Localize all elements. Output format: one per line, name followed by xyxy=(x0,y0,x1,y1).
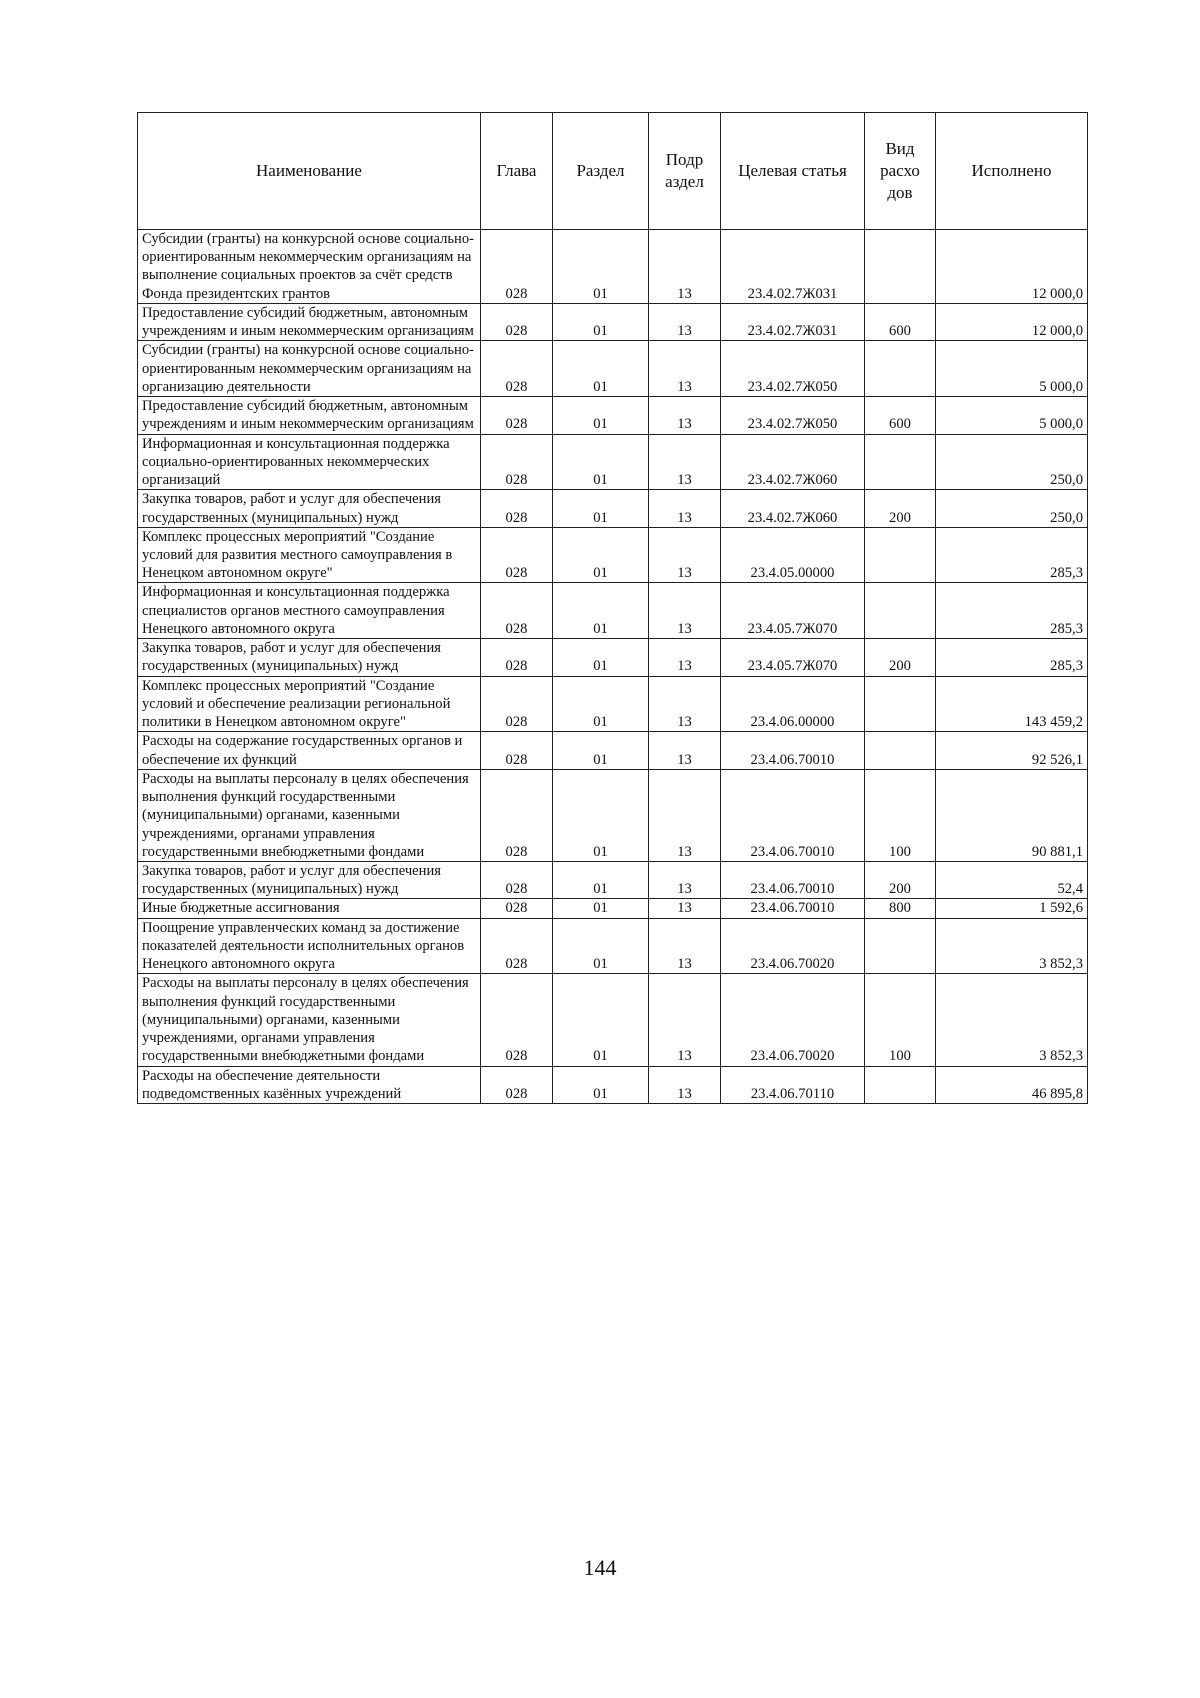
executed-cell: 250,0 xyxy=(936,434,1088,490)
chapter-cell: 028 xyxy=(481,732,553,769)
name-cell: Предоставление субсидий бюджетным, автономным учреждениям и иным некоммерческим организациям xyxy=(138,397,481,434)
section-cell: 01 xyxy=(553,527,649,583)
executed-cell: 12 000,0 xyxy=(936,303,1088,340)
table-row xyxy=(138,639,1088,676)
target-item-cell: 23.4.02.7Ж050 xyxy=(721,397,865,434)
expense-type-cell xyxy=(865,918,936,974)
executed-cell: 3 852,3 xyxy=(936,918,1088,974)
expense-type-cell: 100 xyxy=(865,769,936,861)
executed-cell: 5 000,0 xyxy=(936,397,1088,434)
subsection-cell: 13 xyxy=(649,861,721,898)
table-row xyxy=(138,397,1088,434)
chapter-cell: 028 xyxy=(481,490,553,527)
name-cell: Комплекс процессных мероприятий "Создание условий и обеспечение реализации региональной политики в Ненецком автономном округе" xyxy=(138,676,481,732)
target-item-cell: 23.4.06.70010 xyxy=(721,861,865,898)
subsection-cell: 13 xyxy=(649,490,721,527)
name-cell: Субсидии (гранты) на конкурсной основе социально-ориентированным некоммерческим организациям на выполнение социальных проектов за счёт средств Фонда президентских грантов xyxy=(138,230,481,304)
table-row xyxy=(138,676,1088,732)
chapter-cell: 028 xyxy=(481,341,553,397)
table-row xyxy=(138,974,1088,1066)
expense-type-cell xyxy=(865,230,936,304)
target-item-cell: 23.4.02.7Ж031 xyxy=(721,303,865,340)
chapter-cell: 028 xyxy=(481,230,553,304)
section-cell: 01 xyxy=(553,490,649,527)
name-cell: Поощрение управленческих команд за достижение показателей деятельности исполнительных органов Ненецкого автономного округа xyxy=(138,918,481,974)
name-cell: Закупка товаров, работ и услуг для обеспечения государственных (муниципальных) нужд xyxy=(138,861,481,898)
expense-type-cell: 600 xyxy=(865,303,936,340)
chapter-cell: 028 xyxy=(481,303,553,340)
chapter-cell: 028 xyxy=(481,676,553,732)
table-row xyxy=(138,230,1088,304)
target-item-cell: 23.4.05.00000 xyxy=(721,527,865,583)
header-target-item: Целевая статья xyxy=(721,113,865,230)
name-cell: Информационная и консультационная поддержка социально-ориентированных некоммерческих организаций xyxy=(138,434,481,490)
table-header-row xyxy=(138,113,1088,230)
target-item-cell: 23.4.05.7Ж070 xyxy=(721,639,865,676)
budget-execution-table xyxy=(137,112,1088,1104)
chapter-cell: 028 xyxy=(481,639,553,676)
subsection-cell: 13 xyxy=(649,434,721,490)
executed-cell: 90 881,1 xyxy=(936,769,1088,861)
target-item-cell: 23.4.06.70020 xyxy=(721,974,865,1066)
subsection-cell: 13 xyxy=(649,583,721,639)
section-cell: 01 xyxy=(553,639,649,676)
executed-cell: 1 592,6 xyxy=(936,899,1088,918)
executed-cell: 5 000,0 xyxy=(936,341,1088,397)
section-cell: 01 xyxy=(553,230,649,304)
target-item-cell: 23.4.06.70110 xyxy=(721,1066,865,1103)
target-item-cell: 23.4.06.70010 xyxy=(721,769,865,861)
name-cell: Расходы на содержание государственных органов и обеспечение их функций xyxy=(138,732,481,769)
target-item-cell: 23.4.02.7Ж060 xyxy=(721,434,865,490)
table-row xyxy=(138,861,1088,898)
name-cell: Расходы на выплаты персоналу в целях обеспечения выполнения функций государственными (муниципальными) органами, казенными учреждениями, органами управления государственными внебюджетными фондами xyxy=(138,769,481,861)
subsection-cell: 13 xyxy=(649,1066,721,1103)
section-cell: 01 xyxy=(553,861,649,898)
chapter-cell: 028 xyxy=(481,1066,553,1103)
name-cell: Расходы на обеспечение деятельности подведомственных казённых учреждений xyxy=(138,1066,481,1103)
executed-cell: 12 000,0 xyxy=(936,230,1088,304)
target-item-cell: 23.4.05.7Ж070 xyxy=(721,583,865,639)
expense-type-cell xyxy=(865,732,936,769)
header-subsection: Подр аздел xyxy=(649,113,721,230)
executed-cell: 143 459,2 xyxy=(936,676,1088,732)
chapter-cell: 028 xyxy=(481,434,553,490)
subsection-cell: 13 xyxy=(649,732,721,769)
header-section: Раздел xyxy=(553,113,649,230)
table-row xyxy=(138,341,1088,397)
subsection-cell: 13 xyxy=(649,341,721,397)
section-cell: 01 xyxy=(553,434,649,490)
expense-type-cell xyxy=(865,676,936,732)
target-item-cell: 23.4.06.00000 xyxy=(721,676,865,732)
subsection-cell: 13 xyxy=(649,230,721,304)
expense-type-cell: 100 xyxy=(865,974,936,1066)
header-name: Наименование xyxy=(138,113,481,230)
expense-type-cell xyxy=(865,341,936,397)
executed-cell: 250,0 xyxy=(936,490,1088,527)
section-cell: 01 xyxy=(553,397,649,434)
expense-type-cell: 200 xyxy=(865,639,936,676)
expense-type-cell xyxy=(865,1066,936,1103)
chapter-cell: 028 xyxy=(481,918,553,974)
section-cell: 01 xyxy=(553,676,649,732)
name-cell: Расходы на выплаты персоналу в целях обеспечения выполнения функций государственными (муниципальными) органами, казенными учреждениями, органами управления государственными внебюджетными фондами xyxy=(138,974,481,1066)
table-row xyxy=(138,527,1088,583)
target-item-cell: 23.4.06.70010 xyxy=(721,899,865,918)
target-item-cell: 23.4.02.7Ж050 xyxy=(721,341,865,397)
subsection-cell: 13 xyxy=(649,527,721,583)
header-chapter: Глава xyxy=(481,113,553,230)
name-cell: Закупка товаров, работ и услуг для обеспечения государственных (муниципальных) нужд xyxy=(138,490,481,527)
section-cell: 01 xyxy=(553,1066,649,1103)
expense-type-cell: 200 xyxy=(865,490,936,527)
name-cell: Закупка товаров, работ и услуг для обеспечения государственных (муниципальных) нужд xyxy=(138,639,481,676)
subsection-cell: 13 xyxy=(649,639,721,676)
subsection-cell: 13 xyxy=(649,899,721,918)
section-cell: 01 xyxy=(553,918,649,974)
table-row xyxy=(138,732,1088,769)
executed-cell: 46 895,8 xyxy=(936,1066,1088,1103)
section-cell: 01 xyxy=(553,899,649,918)
executed-cell: 285,3 xyxy=(936,583,1088,639)
chapter-cell: 028 xyxy=(481,899,553,918)
section-cell: 01 xyxy=(553,583,649,639)
table-row xyxy=(138,899,1088,918)
executed-cell: 3 852,3 xyxy=(936,974,1088,1066)
name-cell: Комплекс процессных мероприятий "Создание условий для развития местного самоуправления в Ненецком автономном округе" xyxy=(138,527,481,583)
target-item-cell: 23.4.02.7Ж060 xyxy=(721,490,865,527)
table-row xyxy=(138,769,1088,861)
expense-type-cell xyxy=(865,583,936,639)
header-expense-type: Вид расхо дов xyxy=(865,113,936,230)
name-cell: Иные бюджетные ассигнования xyxy=(138,899,481,918)
chapter-cell: 028 xyxy=(481,769,553,861)
table-row xyxy=(138,490,1088,527)
section-cell: 01 xyxy=(553,341,649,397)
subsection-cell: 13 xyxy=(649,397,721,434)
section-cell: 01 xyxy=(553,303,649,340)
executed-cell: 52,4 xyxy=(936,861,1088,898)
executed-cell: 285,3 xyxy=(936,639,1088,676)
table-body xyxy=(138,230,1088,1104)
subsection-cell: 13 xyxy=(649,676,721,732)
subsection-cell: 13 xyxy=(649,918,721,974)
table-row xyxy=(138,303,1088,340)
expense-type-cell: 200 xyxy=(865,861,936,898)
table-row xyxy=(138,918,1088,974)
section-cell: 01 xyxy=(553,769,649,861)
header-executed: Исполнено xyxy=(936,113,1088,230)
expense-type-cell xyxy=(865,434,936,490)
name-cell: Предоставление субсидий бюджетным, автономным учреждениям и иным некоммерческим организациям xyxy=(138,303,481,340)
table-row xyxy=(138,583,1088,639)
expense-type-cell: 800 xyxy=(865,899,936,918)
chapter-cell: 028 xyxy=(481,583,553,639)
executed-cell: 92 526,1 xyxy=(936,732,1088,769)
target-item-cell: 23.4.06.70020 xyxy=(721,918,865,974)
expense-type-cell: 600 xyxy=(865,397,936,434)
name-cell: Информационная и консультационная поддержка специалистов органов местного самоуправления Ненецкого автономного округа xyxy=(138,583,481,639)
chapter-cell: 028 xyxy=(481,974,553,1066)
section-cell: 01 xyxy=(553,974,649,1066)
target-item-cell: 23.4.06.70010 xyxy=(721,732,865,769)
target-item-cell: 23.4.02.7Ж031 xyxy=(721,230,865,304)
chapter-cell: 028 xyxy=(481,861,553,898)
executed-cell: 285,3 xyxy=(936,527,1088,583)
table-row xyxy=(138,434,1088,490)
page-number: 144 xyxy=(583,1555,617,1580)
chapter-cell: 028 xyxy=(481,527,553,583)
subsection-cell: 13 xyxy=(649,769,721,861)
table-row xyxy=(138,1066,1088,1103)
expense-type-cell xyxy=(865,527,936,583)
name-cell: Субсидии (гранты) на конкурсной основе социально-ориентированным некоммерческим организациям на организацию деятельности xyxy=(138,341,481,397)
section-cell: 01 xyxy=(553,732,649,769)
chapter-cell: 028 xyxy=(481,397,553,434)
subsection-cell: 13 xyxy=(649,303,721,340)
subsection-cell: 13 xyxy=(649,974,721,1066)
